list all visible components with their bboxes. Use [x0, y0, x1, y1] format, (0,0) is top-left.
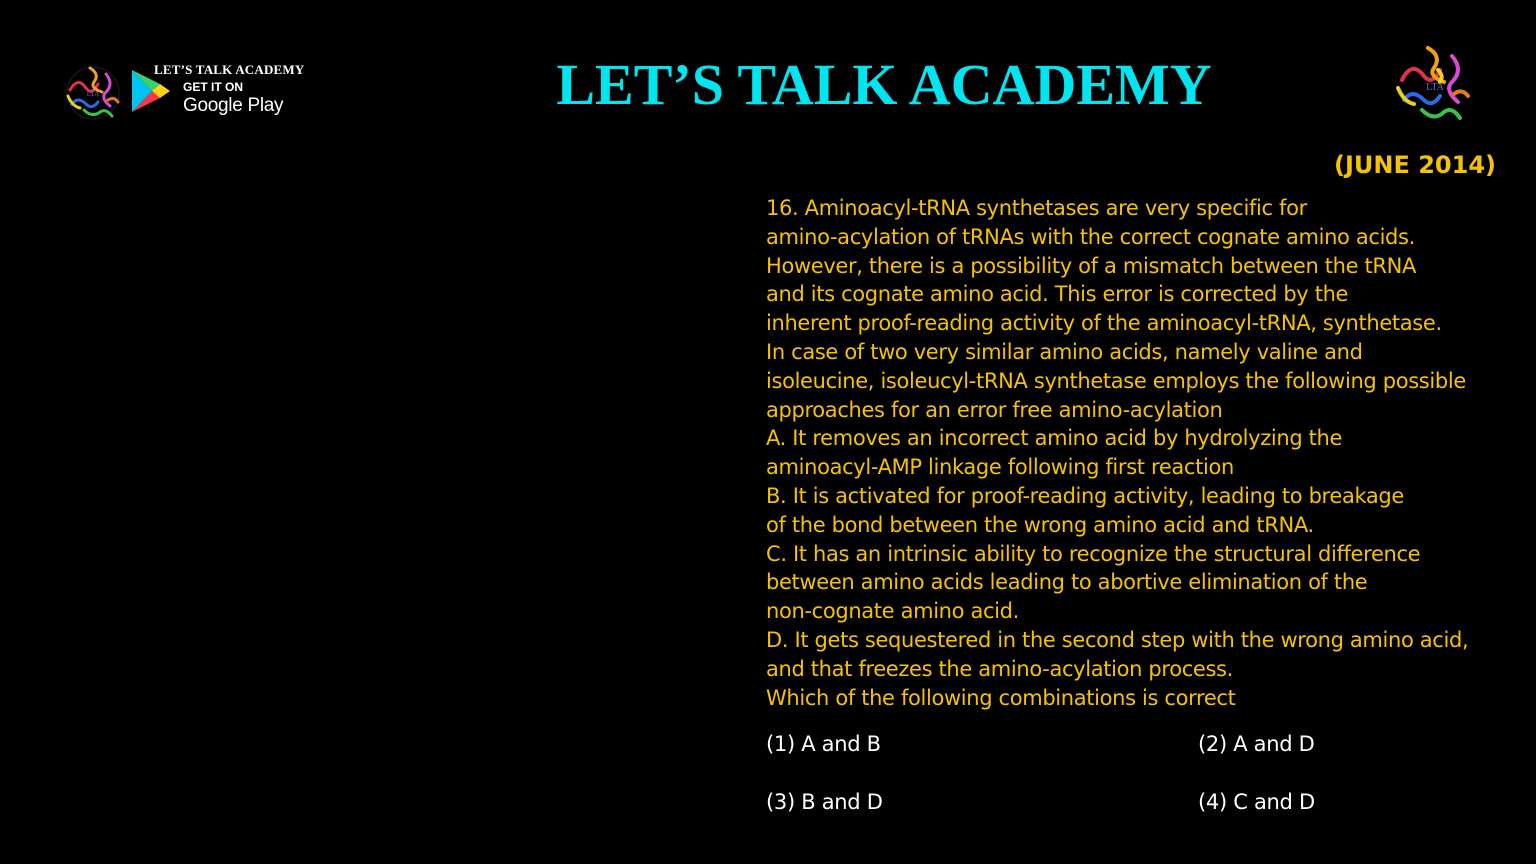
- question-line: amino-acylation of tRNAs with the correct cognate amino acids.: [766, 224, 1415, 249]
- exam-date-label: (JUNE 2014): [1334, 151, 1496, 179]
- badge-get-it-on: GET IT ON: [183, 80, 243, 94]
- option-4[interactable]: (4) C and D: [1198, 790, 1315, 814]
- svg-text:LTA: LTA: [86, 90, 100, 98]
- statement-c: non-cognate amino acid.: [766, 599, 1019, 624]
- option-1[interactable]: (1) A and B: [766, 732, 881, 756]
- statement-c: C. It has an intrinsic ability to recognize the structural difference: [766, 541, 1421, 566]
- statement-a: aminoacyl-AMP linkage following first reaction: [766, 455, 1234, 480]
- statement-a: A. It removes an incorrect amino acid by hydrolyzing the: [766, 426, 1343, 451]
- lta-logo-large-icon: [1390, 40, 1480, 130]
- badge-academy-label: LET’S TALK ACADEMY: [154, 62, 305, 77]
- question-line: 16. Aminoacyl-tRNA synthetases are very specific for: [766, 196, 1307, 220]
- statement-d: D. It gets sequestered in the second step with the wrong amino acid,: [766, 627, 1469, 652]
- badge-store-name: Google Play: [183, 95, 284, 116]
- page-title: LET’S TALK ACADEMY: [556, 52, 1212, 117]
- question-prompt: Which of the following combinations is correct: [766, 685, 1236, 710]
- question-line: and its cognate amino acid. This error is corrected by the: [766, 282, 1349, 307]
- question-line: approaches for an error free amino-acylation: [766, 397, 1223, 422]
- question-line: However, there is a possibility of a mismatch between the tRNA: [766, 253, 1416, 278]
- svg-text:LTA: LTA: [1426, 82, 1444, 93]
- answer-options: [766, 730, 1506, 830]
- question-line: In case of two very similar amino acids, namely valine and: [766, 339, 1363, 364]
- question-line: inherent proof-reading activity of the aminoacyl-tRNA, synthetase.: [766, 311, 1442, 336]
- statement-d: and that freezes the amino-acylation process.: [766, 656, 1233, 681]
- option-2[interactable]: (2) A and D: [1198, 732, 1315, 756]
- question-text: [766, 194, 1511, 712]
- statement-b: B. It is activated for proof-reading activity, leading to breakage: [766, 483, 1404, 508]
- statement-b: of the bond between the wrong amino acid and tRNA.: [766, 512, 1314, 537]
- question-line: isoleucine, isoleucyl-tRNA synthetase employs the following possible: [766, 368, 1466, 393]
- statement-c: between amino acids leading to abortive elimination of the: [766, 570, 1368, 595]
- option-3[interactable]: (3) B and D: [766, 790, 883, 814]
